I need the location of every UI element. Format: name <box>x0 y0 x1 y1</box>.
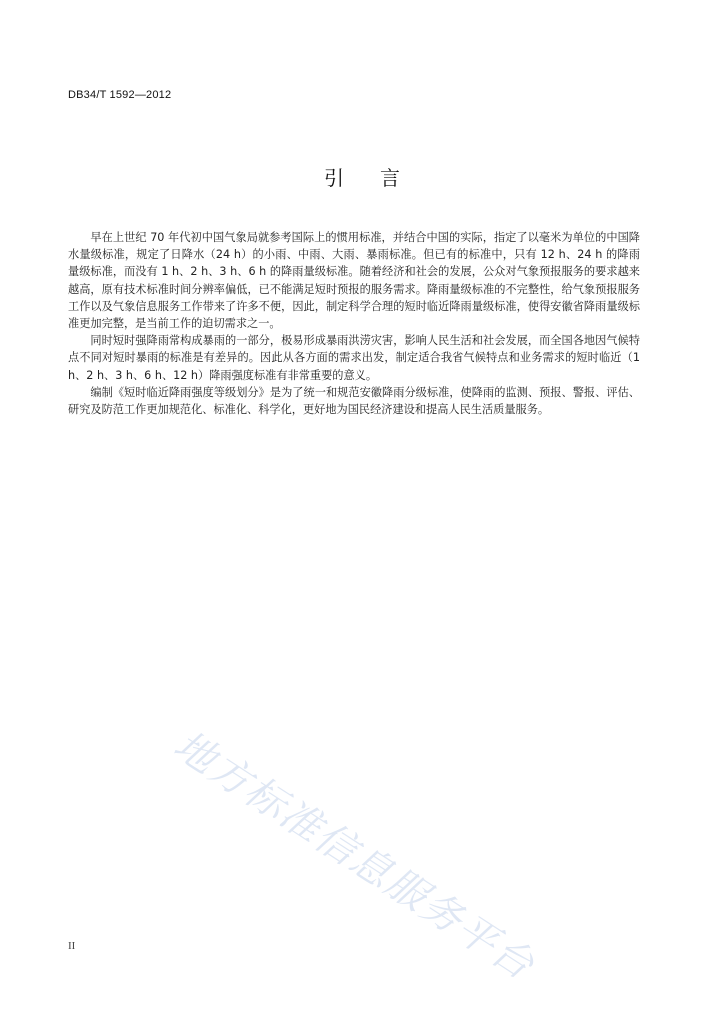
paragraph-2: 同时短时强降雨常构成暴雨的一部分，极易形成暴雨洪涝灾害，影响人民生活和社会发展，而全国各地因气候特点不同对短时暴雨的标准是有差异的。因此从各方面的需求出发，制定适合我省气候特点和业务需求的短时临近（1 h、2 h、3 h、6 h、12 h）降雨强度标准有非常重要的意义。 <box>68 334 640 382</box>
paragraph-3: 编制《短时临近降雨强度等级划分》是为了统一和规范安徽降雨分级标准，使降雨的监测、预报、警报、评估、研究及防范工作更加规范化、标准化、科学化，更好地为国民经济建设和提高人民生活质量服务。 <box>68 385 640 417</box>
page-number: II <box>68 940 76 952</box>
body-text <box>68 229 640 418</box>
document-code: DB34/T 1592—2012 <box>68 89 172 101</box>
paragraph-1: 早在上世纪 70 年代初中国气象局就参考国际上的惯用标准，并结合中国的实际，指定了以毫米为单位的中国降水量级标准，规定了日降水（24 h）的小雨、中雨、大雨、暴雨标准。但已有的标准中，只有 12 h、24 h 的降雨量级标准，而没有 1 h、2 h、3 h、6 h 的降雨量级标准。随着经济和社会的发展，公众对气象预报服务的要求越来越高，原有技术标准时间分辨率偏低，已不能满足短时预报的服务需求。降雨量级标准的不完整性，给气象预报服务工作以及气象信息服务工作带来了许多不便，因此，制定科学合理的短时临近降雨量级标准，使得安徽省降雨量级标准更加完整，是当前工作的迫切需求之一。 <box>68 231 640 331</box>
section-title: 引言 <box>324 166 436 190</box>
watermark: 地方标准信息服务平台 <box>165 722 543 990</box>
